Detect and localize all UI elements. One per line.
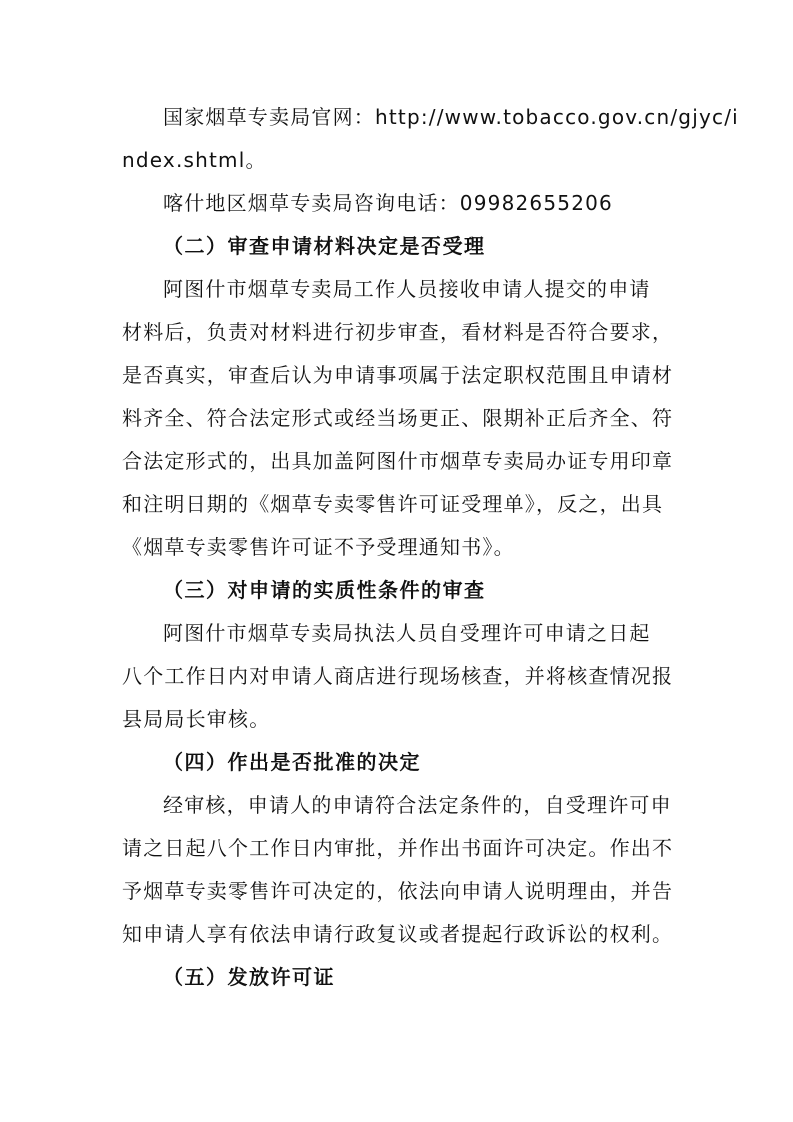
section-heading-3: （三）对申请的实质性条件的审查	[163, 578, 486, 602]
paragraph-line: 八个工作日内对申请人商店进行现场核查，并将核查情况报	[122, 664, 674, 688]
paragraph-line: 和注明日期的《烟草专卖零售许可证受理单》，反之，出具	[122, 492, 664, 516]
section-heading-2: （二）审查申请材料决定是否受理	[163, 234, 486, 258]
paragraph-line: 阿图什市烟草专卖局工作人员接收申请人提交的申请	[163, 277, 651, 301]
paragraph-line: 予烟草专卖零售许可决定的，依法向申请人说明理由，并告	[122, 879, 674, 903]
paragraph-line: 请之日起八个工作日内审批，并作出书面许可决定。作出不	[122, 836, 674, 860]
paragraph-line: 阿图什市烟草专卖局执法人员自受理许可申请之日起	[163, 621, 651, 645]
paragraph-line: 县局局长审核。	[122, 707, 271, 731]
paragraph-line: 料齐全、符合法定形式或经当场更正、限期补正后齐全、符	[122, 406, 674, 430]
website-line: 国家烟草专卖局官网：http://www.tobacco.gov.cn/gjyc/i	[163, 105, 739, 129]
phone-line: 喀什地区烟草专卖局咨询电话：09982655206	[163, 191, 613, 215]
section-heading-4: （四）作出是否批准的决定	[163, 750, 421, 774]
paragraph-line: 经审核，申请人的申请符合法定条件的，自受理许可申	[163, 793, 672, 817]
section-heading-5: （五）发放许可证	[163, 965, 335, 989]
paragraph-line: 是否真实，审查后认为申请事项属于法定职权范围且申请材	[122, 363, 674, 387]
paragraph-line: 材料后，负责对材料进行初步审查，看材料是否符合要求，	[122, 320, 674, 344]
paragraph-line: 《烟草专卖零售许可证不予受理通知书》。	[122, 535, 515, 559]
website-line-continued: ndex.shtml。	[122, 148, 267, 172]
paragraph-line: 合法定形式的，出具加盖阿图什市烟草专卖局办证专用印章	[122, 449, 674, 473]
paragraph-line: 知申请人享有依法申请行政复议或者提起行政诉讼的权利。	[122, 922, 674, 946]
